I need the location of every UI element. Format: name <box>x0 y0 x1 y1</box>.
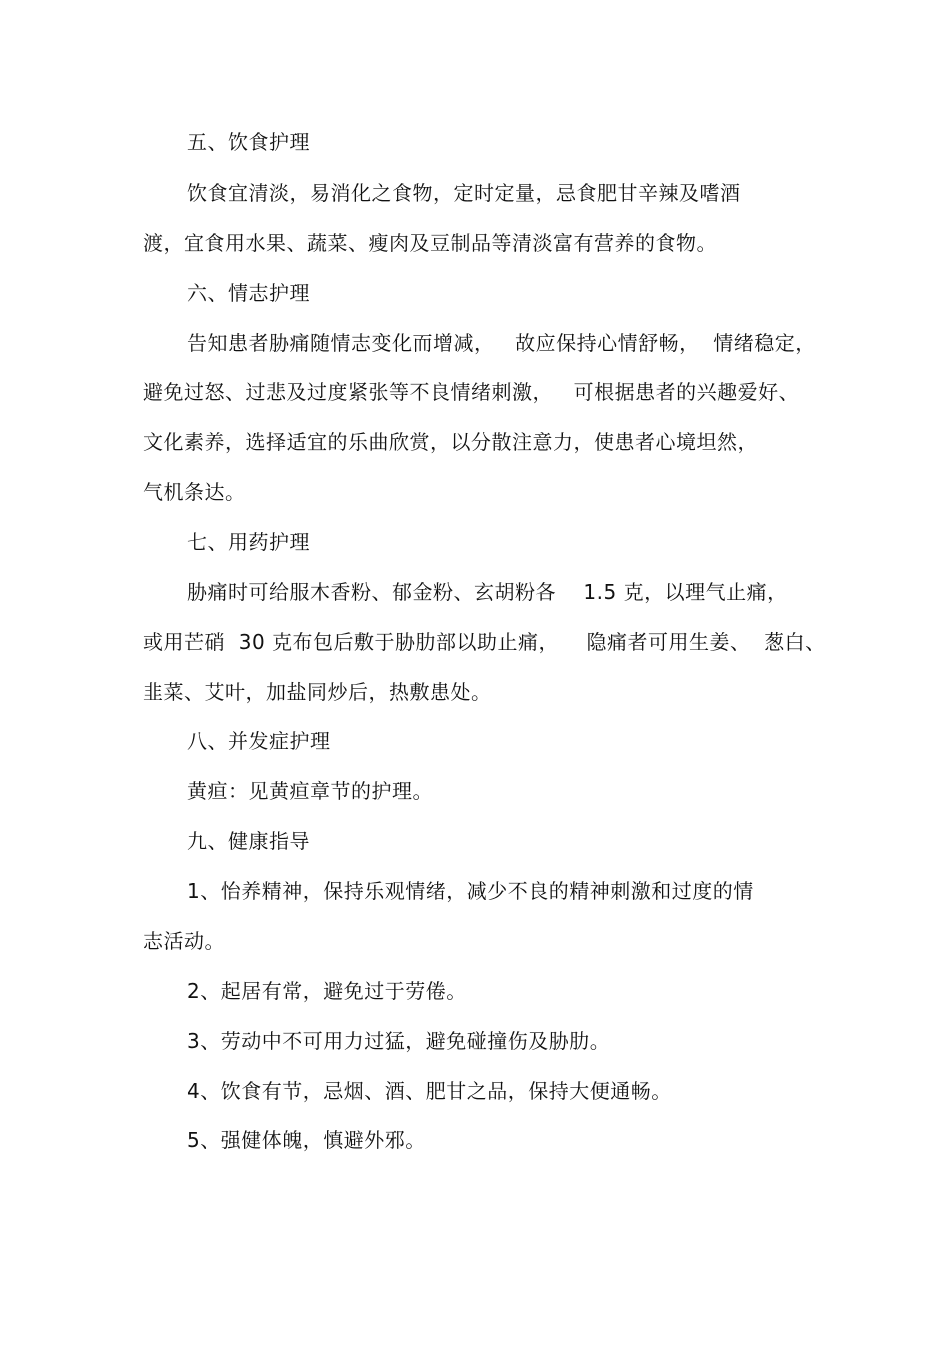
section-heading-complications: 八、并发症护理 <box>187 729 331 753</box>
section-heading-diet: 五、饮食护理 <box>187 130 310 154</box>
section-heading-emotion: 六、情志护理 <box>187 281 310 305</box>
paragraph-line: 气机条达。 <box>143 480 246 504</box>
list-item: 5、强健体魄，慎避外邪。 <box>187 1128 426 1152</box>
paragraph-line: 黄疸：见黄疸章节的护理。 <box>187 779 433 803</box>
paragraph-line: 胁痛时可给服木香粉、郁金粉、玄胡粉各 1.5 克，以理气止痛， <box>187 580 788 604</box>
list-item: 3、劳动中不可用力过猛，避免碰撞伤及胁肋。 <box>187 1029 611 1053</box>
list-item: 2、起居有常，避免过于劳倦。 <box>187 979 467 1003</box>
paragraph-line: 避免过怒、过悲及过度紧张等不良情绪刺激， 可根据患者的兴趣爱好、 <box>143 380 800 404</box>
paragraph-line: 渡，宜食用水果、蔬菜、瘦肉及豆制品等清淡富有营养的食物。 <box>143 231 717 255</box>
paragraph-line: 饮食宜清淡，易消化之食物，定时定量，忌食肥甘辛辣及嗜酒 <box>187 181 741 205</box>
list-item: 4、饮食有节，忌烟、酒、肥甘之品，保持大便通畅。 <box>187 1079 672 1103</box>
paragraph-line: 或用芒硝 30 克布包后敷于胁肋部以助止痛， 隐痛者可用生姜、 葱白、 <box>143 630 826 654</box>
paragraph-line: 告知患者胁痛随情志变化而增减， 故应保持心情舒畅， 情绪稳定， <box>187 331 816 355</box>
list-item: 1、怡养精神，保持乐观情绪，减少不良的精神刺激和过度的情 <box>187 879 754 903</box>
paragraph-line: 文化素养，选择适宜的乐曲欣赏，以分散注意力，使患者心境坦然， <box>143 430 758 454</box>
list-item-continuation: 志活动。 <box>143 929 225 953</box>
section-heading-medication: 七、用药护理 <box>187 530 310 554</box>
paragraph-line: 韭菜、艾叶，加盐同炒后，热敷患处。 <box>143 680 492 704</box>
section-heading-health-guidance: 九、健康指导 <box>187 829 310 853</box>
